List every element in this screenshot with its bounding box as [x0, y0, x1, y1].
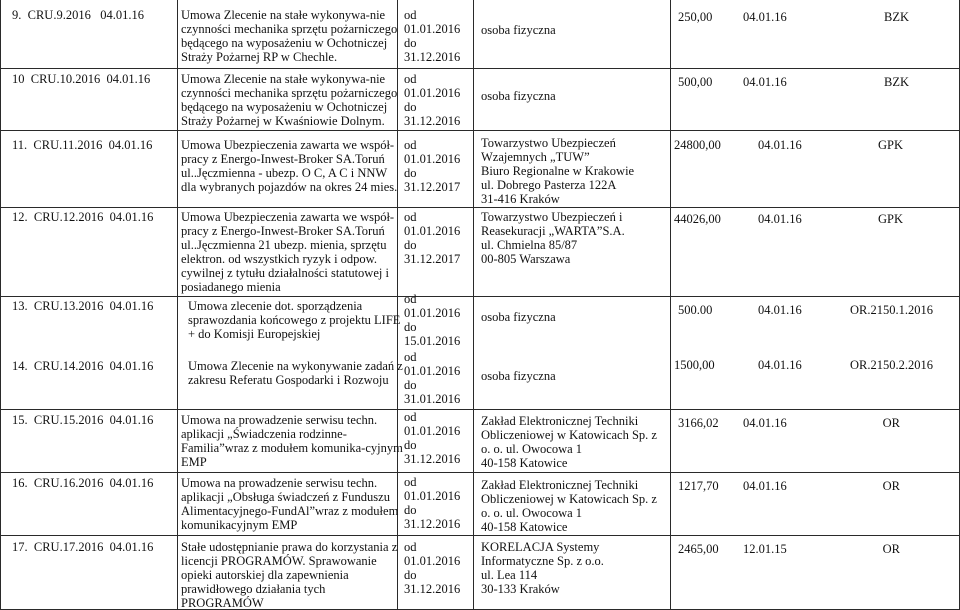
description-line: Umowa na prowadzenie serwisu techn.: [181, 476, 378, 490]
description-line: ul..Jęczmienna 21 ubezp. mienia, sprzętu: [181, 238, 387, 252]
amount-cell: 3166,02: [678, 416, 719, 430]
party-line: Reasekuracji „WARTA”S.A.: [481, 224, 625, 238]
description-line: Straży Pożarnej RP w Chechle.: [181, 50, 338, 64]
period-line: 31.12.2017: [404, 180, 461, 194]
party-cell: [481, 23, 556, 37]
party-line: ul. Chmielna 85/87: [481, 238, 578, 252]
period-line: 31.12.2016: [404, 114, 461, 128]
period-cell: [404, 350, 460, 406]
description-line: Umowa zlecenie dot. sporządzenia: [188, 299, 363, 313]
period-cell: [404, 138, 460, 194]
description-line: elektron. od wszystkich ryzyk i odpow.: [181, 252, 378, 266]
source-cell: BZK: [884, 10, 909, 24]
period-line: od: [404, 475, 417, 489]
period-line: 15.01.2016: [404, 334, 461, 348]
source-cell: OR.2150.2.2016: [850, 358, 933, 372]
description-line: opieki autorskiej dla zapewnienia: [181, 568, 349, 582]
description-line: Umowa Ubezpieczenia zawarta we współ-: [181, 138, 395, 152]
period-line: do: [404, 438, 417, 452]
source-cell: GPK: [877, 212, 903, 226]
column-divider: [177, 0, 178, 610]
period-line: od: [404, 540, 417, 554]
party-line: 40-158 Katowice: [481, 520, 568, 534]
party-line: o. o. ul. Owocowa 1: [481, 442, 583, 456]
description-line: będącego na wyposażeniu w Ochotniczej: [181, 36, 388, 50]
period-line: od: [404, 292, 417, 306]
description-line: czynności mechanika sprzętu pożarniczego: [181, 86, 398, 100]
description-cell: [181, 138, 397, 194]
period-line: 31.12.2017: [404, 252, 461, 266]
description-line: Stałe udostępnianie prawa do korzystania z: [181, 540, 398, 554]
party-line: ul. Dobrego Pasterza 122A: [481, 178, 617, 192]
period-line: 01.01.2016: [404, 306, 461, 320]
date-cell: 04.01.16: [743, 416, 787, 430]
period-cell: [404, 475, 460, 531]
description-line: Familia”wraz z modułem komunika-cyjnym: [181, 441, 403, 455]
party-line: Obliczeniowej w Katowicach Sp. z: [481, 428, 657, 442]
row-id-cell: 10 CRU.10.2016 04.01.16: [12, 72, 151, 86]
party-line: osoba fizyczna: [481, 369, 556, 383]
date-cell: 04.01.16: [743, 10, 787, 24]
description-line: Umowa Zlecenie na stałe wykonywa-nie: [181, 72, 386, 86]
party-line: 40-158 Katowice: [481, 456, 568, 470]
party-line: Towarzystwo Ubezpieczeń: [481, 136, 616, 150]
period-cell: [404, 72, 460, 128]
description-line: + do Komisji Europejskiej: [188, 327, 321, 341]
period-line: 01.01.2016: [404, 364, 461, 378]
description-line: EMP: [181, 455, 207, 469]
description-line: pracy z Energo-Inwest-Broker SA.Toruń: [181, 224, 385, 238]
party-line: 00-805 Warszawa: [481, 252, 571, 266]
source-cell: GPK: [877, 138, 903, 152]
description-line: Alimentacyjnego-FundAl”wraz z modułem: [181, 504, 399, 518]
amount-cell: 44026,00: [674, 212, 721, 226]
description-cell: [181, 72, 397, 128]
period-line: do: [404, 378, 417, 392]
row-divider: [0, 409, 960, 410]
period-line: od: [404, 410, 417, 424]
column-divider: [0, 0, 1, 610]
description-line: posiadanego mienia: [181, 280, 281, 294]
party-cell: [481, 210, 625, 266]
period-line: od: [404, 210, 417, 224]
description-line: sprawozdania końcowego z projektu LIFE: [188, 313, 401, 327]
row-divider: [0, 68, 960, 69]
party-line: Obliczeniowej w Katowicach Sp. z: [481, 492, 657, 506]
party-cell: [481, 136, 634, 206]
description-line: komunikacyjnym EMP: [181, 518, 298, 532]
description-line: dla wybranych pojazdów na okres 24 mies.: [181, 180, 398, 194]
party-cell: [481, 369, 556, 383]
period-cell: [404, 540, 460, 596]
row-id-cell: 17. CRU.17.2016 04.01.16: [12, 540, 154, 554]
period-line: do: [404, 568, 417, 582]
period-line: od: [404, 8, 417, 22]
description-cell: [181, 540, 397, 610]
description-cell: [181, 476, 398, 532]
party-line: osoba fizyczna: [481, 23, 556, 37]
description-line: Straży Pożarnej w Kwaśniowie Dolnym.: [181, 114, 385, 128]
party-cell: [481, 540, 604, 596]
amount-cell: 250,00: [678, 10, 713, 24]
period-line: do: [404, 238, 417, 252]
description-cell: [181, 8, 397, 64]
date-cell: 04.01.16: [743, 479, 787, 493]
party-line: 31-416 Kraków: [481, 192, 560, 206]
party-cell: [481, 310, 556, 324]
amount-cell: 1500,00: [674, 358, 715, 372]
amount-cell: 500.00: [678, 303, 713, 317]
description-line: będącego na wyposażeniu w Ochotniczej: [181, 100, 388, 114]
period-line: 31.12.2016: [404, 452, 461, 466]
description-line: prawidłowego działania tych: [181, 582, 326, 596]
period-cell: [404, 210, 460, 266]
source-cell: OR: [882, 416, 900, 430]
description-line: czynności mechanika sprzętu pożarniczego: [181, 22, 398, 36]
period-line: 01.01.2016: [404, 489, 461, 503]
date-cell: 12.01.15: [743, 542, 787, 556]
description-line: cywilnej z tytułu działalności statutowej i: [181, 266, 389, 280]
amount-cell: 2465,00: [678, 542, 719, 556]
party-line: o. o. ul. Owocowa 1: [481, 506, 583, 520]
row-divider: [0, 130, 960, 131]
party-line: ul. Lea 114: [481, 568, 538, 582]
period-line: do: [404, 36, 417, 50]
description-cell: [181, 210, 394, 294]
row-divider: [0, 207, 960, 208]
period-line: do: [404, 166, 417, 180]
period-line: 31.01.2016: [404, 392, 461, 406]
period-cell: [404, 8, 460, 64]
description-cell: [181, 413, 403, 469]
period-cell: [404, 410, 460, 466]
period-line: od: [404, 72, 417, 86]
period-line: 31.12.2016: [404, 50, 461, 64]
source-cell: OR.2150.1.2016: [850, 303, 933, 317]
description-line: Umowa Ubezpieczenia zawarta we współ-: [181, 210, 395, 224]
source-cell: BZK: [884, 75, 909, 89]
description-cell: [188, 299, 400, 341]
description-line: PROGRAMÓW: [181, 596, 264, 610]
date-cell: 04.01.16: [743, 75, 787, 89]
party-line: Towarzystwo Ubezpieczeń i: [481, 210, 623, 224]
description-line: Umowa Zlecenie na wykonywanie zadań z: [188, 359, 403, 373]
party-line: 30-133 Kraków: [481, 582, 560, 596]
row-id-cell: 16. CRU.16.2016 04.01.16: [12, 476, 154, 490]
row-id-cell: 15. CRU.15.2016 04.01.16: [12, 413, 154, 427]
period-line: 01.01.2016: [404, 424, 461, 438]
party-line: Wzajemnych „TUW”: [481, 150, 590, 164]
row-id-cell: 11. CRU.11.2016 04.01.16: [12, 138, 153, 152]
description-line: aplikacji „Świadczenia rodzinne-: [181, 427, 347, 441]
period-line: 01.01.2016: [404, 22, 461, 36]
date-cell: 04.01.16: [758, 212, 802, 226]
description-line: aplikacji „Obsługa świadczeń z Funduszu: [181, 490, 390, 504]
date-cell: 04.01.16: [758, 358, 802, 372]
party-line: Zakład Elektronicznej Techniki: [481, 478, 639, 492]
description-line: pracy z Energo-Inwest-Broker SA.Toruń: [181, 152, 385, 166]
period-line: do: [404, 503, 417, 517]
amount-cell: 500,00: [678, 75, 713, 89]
row-id-cell: 14. CRU.14.2016 04.01.16: [12, 359, 154, 373]
period-line: do: [404, 320, 417, 334]
period-cell: [404, 292, 460, 348]
period-line: 01.01.2016: [404, 152, 461, 166]
row-divider: [0, 296, 960, 297]
row-id-cell: 9. CRU.9.2016 04.01.16: [12, 8, 144, 22]
description-line: Umowa Zlecenie na stałe wykonywa-nie: [181, 8, 386, 22]
period-line: od: [404, 350, 417, 364]
period-line: 31.12.2016: [404, 582, 461, 596]
description-line: Umowa na prowadzenie serwisu techn.: [181, 413, 378, 427]
date-cell: 04.01.16: [758, 303, 802, 317]
period-line: od: [404, 138, 417, 152]
row-divider: [0, 472, 960, 473]
period-line: 01.01.2016: [404, 86, 461, 100]
period-line: 31.12.2016: [404, 517, 461, 531]
column-divider: [473, 0, 474, 610]
row-id-cell: 12. CRU.12.2016 04.01.16: [12, 210, 154, 224]
description-cell: [188, 359, 403, 387]
party-line: Informatyczne Sp. z o.o.: [481, 554, 604, 568]
row-id-cell: 13. CRU.13.2016 04.01.16: [12, 299, 154, 313]
description-line: zakresu Referatu Gospodarki i Rozwoju: [188, 373, 389, 387]
date-cell: 04.01.16: [758, 138, 802, 152]
party-line: KORELACJA Systemy: [481, 540, 600, 554]
party-line: Zakład Elektronicznej Techniki: [481, 414, 639, 428]
description-line: licencji PROGRAMÓW. Sprawowanie: [181, 554, 377, 568]
source-cell: OR: [882, 542, 900, 556]
party-cell: [481, 89, 556, 103]
description-line: ul..Jęczmienna - ubezp. O C, A C i NNW: [181, 166, 388, 180]
row-divider: [0, 535, 960, 536]
period-line: 01.01.2016: [404, 554, 461, 568]
source-cell: OR: [882, 479, 900, 493]
amount-cell: 1217,70: [678, 479, 719, 493]
period-line: 01.01.2016: [404, 224, 461, 238]
party-cell: [481, 414, 657, 470]
party-line: osoba fizyczna: [481, 310, 556, 324]
column-divider: [670, 0, 671, 610]
period-line: do: [404, 100, 417, 114]
party-line: Biuro Regionalne w Krakowie: [481, 164, 635, 178]
party-cell: [481, 478, 657, 534]
amount-cell: 24800,00: [674, 138, 721, 152]
party-line: osoba fizyczna: [481, 89, 556, 103]
